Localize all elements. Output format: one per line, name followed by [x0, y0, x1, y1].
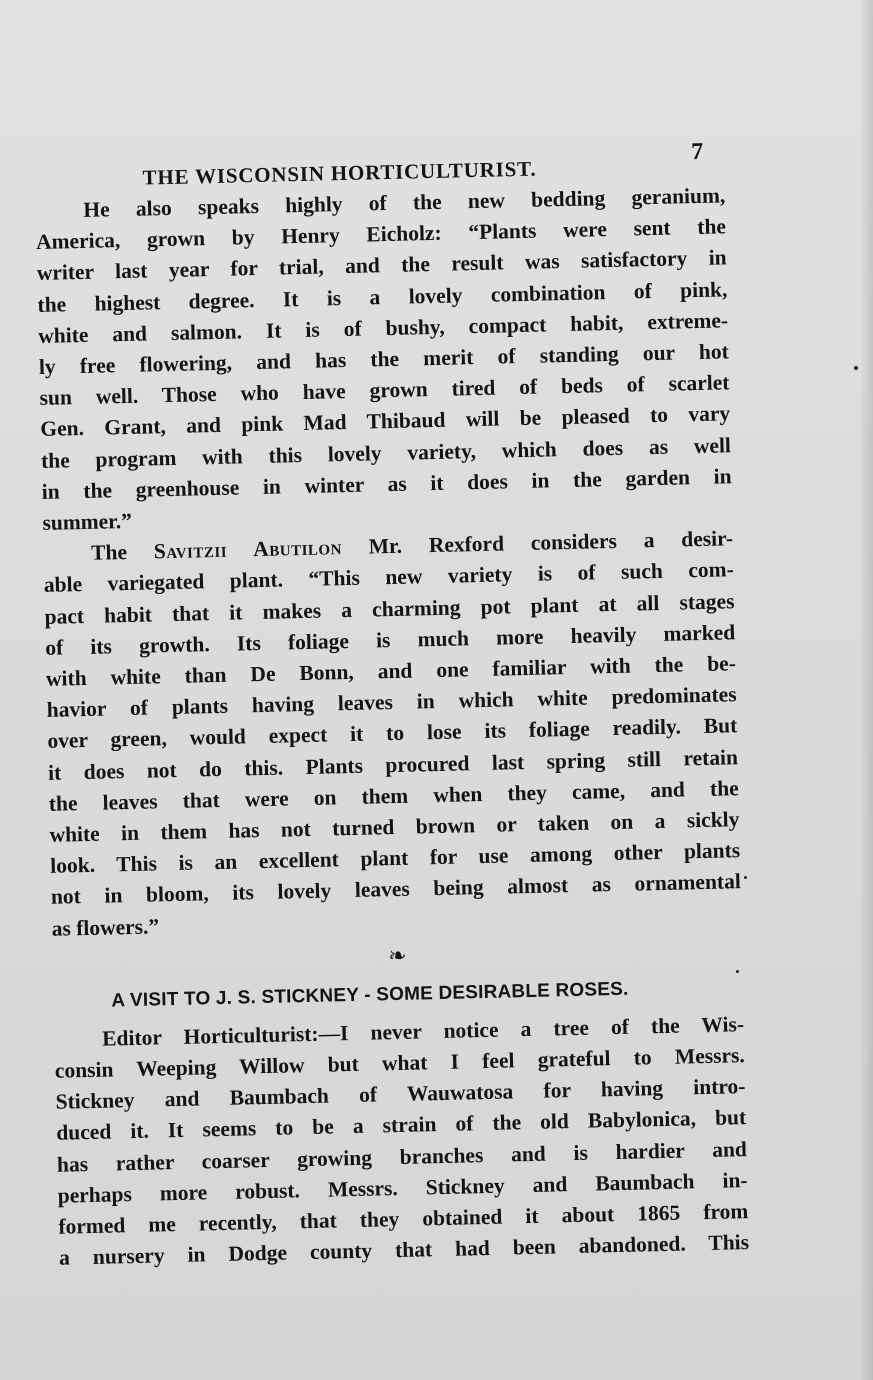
text-line: summer.” — [42, 508, 133, 535]
text-line: ly free flowering, and has the merit of standing our hot — [38, 339, 730, 379]
text-line: look. This is an excellent plant for use among other plants — [49, 838, 741, 879]
section-heading: A VISIT TO J. S. STICKNEY - SOME DESIRABLE ROSES. — [111, 978, 629, 1012]
page-text-block — [34, 134, 749, 1274]
text-line: perhaps more robust. Messrs. Stickney and Baumbach in- — [57, 1167, 748, 1208]
text-line: He also speaks highly of the new bedding geranium, — [83, 183, 726, 222]
text-line: sun well. Those who have grown tired of beds of scarlet — [39, 370, 730, 411]
text-line: of its growth. Its foliage is much more heavily marked — [45, 620, 736, 660]
text-line: over green, would expect it to lose its foliage readily. But — [47, 713, 738, 754]
text-line: the program with this lovely variety, which does as well — [40, 432, 732, 473]
text-line: not in bloom, its lovely leaves being almost as ornamental — [50, 869, 742, 910]
lead-line-rest: Mr. Rexford considers a desir- — [368, 526, 734, 559]
paragraph-geranium — [35, 180, 733, 539]
lead-word: The — [90, 540, 128, 566]
text-line: has rather coarser growing branches and is hardier and — [56, 1136, 748, 1177]
text-line: Editor Horticulturist:—I never notice a tree of the Wis- — [101, 1011, 745, 1051]
plant-name-small-caps: Savitzii Abutilon — [153, 535, 343, 564]
paragraph-stickney — [54, 1009, 749, 1274]
text-line: havior of plants having leaves in which white predominates — [46, 682, 737, 723]
fleuron-ornament: ❧ — [387, 943, 407, 970]
text-line: the highest degree. It is a lovely combination of pink, — [37, 276, 728, 317]
text-line: a nursery in Dodge county that had been abandoned. This — [58, 1230, 750, 1271]
text-line: white in them has not turned brown or taken on a sickly — [49, 807, 740, 847]
text-line: the leaves that were on them when they came, and the — [48, 776, 739, 816]
scan-speck — [744, 876, 747, 879]
text-line: writer last year for trial, and the result was satisfactory in — [36, 245, 727, 286]
paragraph-abutilon — [43, 523, 742, 944]
text-line: able variegated plant. “This new variety is of such com- — [43, 557, 734, 598]
text-line: formed me recently, that they obtained it about 1865 from — [58, 1199, 749, 1239]
text-line: America, grown by Henry Eicholz: “Plants were sent the — [35, 214, 727, 255]
text-line: with white than De Bonn, and one familiar with the be- — [45, 651, 737, 691]
page-number: 7 — [690, 138, 704, 166]
text-line: pact habit that it makes a charming pot plant at all stages — [44, 588, 735, 629]
text-line: as flowers.” — [51, 914, 160, 941]
text-line: white and salmon. It is of bushy, compact habit, extreme- — [37, 308, 729, 348]
page-edge-shadow — [859, 0, 873, 1380]
text-line: consin Weeping Willow but what I feel grateful to Messrs. — [54, 1043, 745, 1083]
text-line: duced it. It seems to be a strain of the old Babylonica, but — [56, 1105, 747, 1146]
text-line: Stickney and Baumbach of Wauwatosa for having intro- — [55, 1074, 746, 1115]
scan-speck — [736, 970, 739, 973]
text-line: it does not do this. Plants procured last spring still retain — [47, 744, 739, 785]
running-title: THE WISCONSIN HORTICULTURIST. — [142, 156, 537, 190]
scan-speck — [854, 366, 858, 370]
text-line: in the greenhouse in winter as it does in the garden in — [41, 464, 732, 504]
text-line: Gen. Grant, and pink Mad Thibaud will be pleased to vary — [40, 401, 731, 442]
